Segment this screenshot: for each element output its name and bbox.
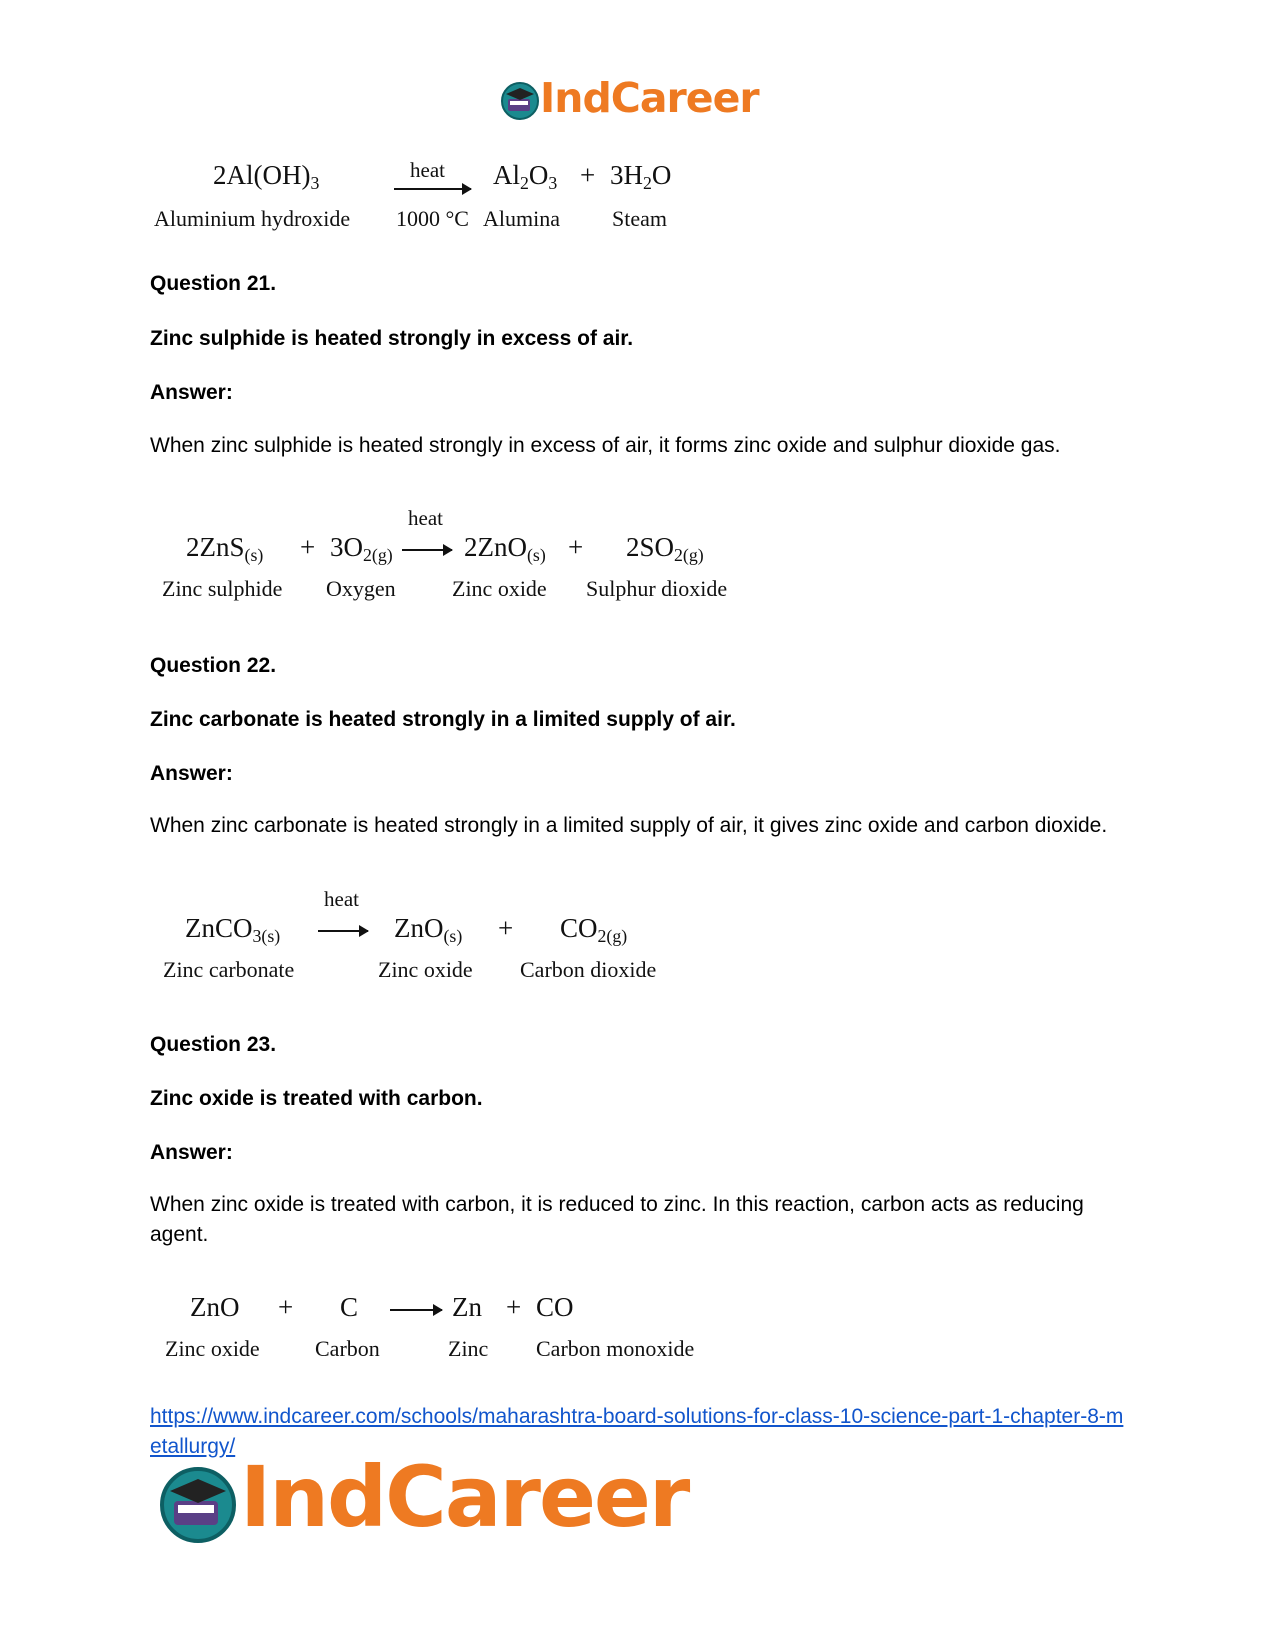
- answer-text: When zinc sulphide is heated strongly in excess of air, it forms zinc oxide and sulphur dioxide gas.: [150, 434, 1061, 457]
- eq-name-product2: Steam: [612, 206, 667, 231]
- eq-reactant1: 2ZnS$_{(s)}$: [186, 532, 264, 565]
- eq-name-product2: Carbon dioxide: [520, 957, 657, 982]
- question-text: Zinc carbonate is heated strongly in a limited supply of air.: [150, 708, 736, 731]
- reaction-arrow: [318, 930, 368, 932]
- question-heading: Question 21.: [150, 272, 277, 295]
- eq-name-product1: Zinc: [448, 1336, 489, 1361]
- brand-name: IndCareer: [240, 1448, 689, 1546]
- eq-name-reactant2: Carbon: [315, 1336, 380, 1361]
- eq-reactant1: ZnCO$_{3(s)}$: [185, 913, 281, 946]
- eq-name-product2: Carbon monoxide: [536, 1336, 695, 1361]
- answer-text: When zinc carbonate is heated strongly in a limited supply of air, it gives zinc oxide and carbon dioxide.: [150, 814, 1108, 837]
- eq-plus: +: [300, 532, 316, 562]
- reaction-arrow: [390, 1309, 442, 1311]
- eq-name-reactant1: Zinc carbonate: [163, 957, 295, 982]
- eq-reactant1: ZnO: [190, 1292, 240, 1322]
- eq-reactant: $2Al(OH)_3$: [213, 160, 320, 193]
- eq-plus: +: [568, 532, 584, 562]
- eq-product2: $CO_{2(g)}$: [560, 913, 628, 946]
- eq-plus: +: [498, 913, 514, 943]
- eq-condition-top: heat: [410, 158, 445, 182]
- eq-condition-heat: heat: [324, 887, 359, 911]
- question-text: Zinc oxide is treated with carbon.: [150, 1087, 483, 1110]
- answer-label: Answer:: [150, 1141, 233, 1164]
- eq-name-reactant2: Oxygen: [326, 576, 396, 601]
- eq-reactant2: $3O_{2(g)}$: [330, 532, 393, 565]
- eq-product2: $2SO_{2(g)}$: [626, 532, 704, 565]
- brand-name: IndCareer: [540, 74, 759, 122]
- eq-product2: $3H_2O$: [610, 160, 672, 193]
- eq-product1: Zn: [452, 1292, 482, 1322]
- eq-plus: +: [278, 1292, 294, 1322]
- eq-plus: +: [580, 160, 596, 190]
- eq-name-reactant1: Zinc sulphide: [162, 576, 283, 601]
- eq-name-product1: Zinc oxide: [452, 576, 547, 601]
- reaction-arrow: [402, 549, 452, 551]
- eq-plus: +: [506, 1292, 522, 1322]
- eq-name-product1: Zinc oxide: [378, 957, 473, 982]
- eq-reactant2: C: [340, 1292, 359, 1322]
- logo-globe-icon: [500, 81, 540, 121]
- eq-name-reactant: Aluminium hydroxide: [154, 206, 351, 231]
- question-heading: Question 22.: [150, 654, 277, 677]
- eq-condition-heat: heat: [408, 506, 443, 530]
- eq-product1: ZnO$_{(s)}$: [394, 913, 463, 946]
- reaction-arrow: [394, 188, 471, 190]
- answer-label: Answer:: [150, 762, 233, 785]
- eq-name-reactant1: Zinc oxide: [165, 1336, 260, 1361]
- logo-globe-icon: [158, 1465, 238, 1545]
- eq-condition-bottom: 1000 °C: [396, 206, 469, 231]
- eq-product1: 2ZnO$_{(s)}$: [464, 532, 546, 565]
- eq-product1: $Al_2O_3$: [493, 160, 558, 193]
- answer-label: Answer:: [150, 381, 233, 404]
- eq-product2: CO: [536, 1292, 574, 1322]
- eq-name-product1: Alumina: [483, 206, 560, 231]
- answer-text: When zinc oxide is treated with carbon, it is reduced to zinc. In this reaction, carbon acts as reducing agent.: [150, 1193, 1084, 1246]
- source-link[interactable]: https://www.indcareer.com/schools/maharashtra-board-solutions-for-class-10-science-part-1-chapter-8-metallurgy/: [150, 1405, 1124, 1458]
- question-text: Zinc sulphide is heated strongly in excess of air.: [150, 327, 634, 350]
- eq-name-product2: Sulphur dioxide: [586, 576, 728, 601]
- question-heading: Question 23.: [150, 1033, 277, 1056]
